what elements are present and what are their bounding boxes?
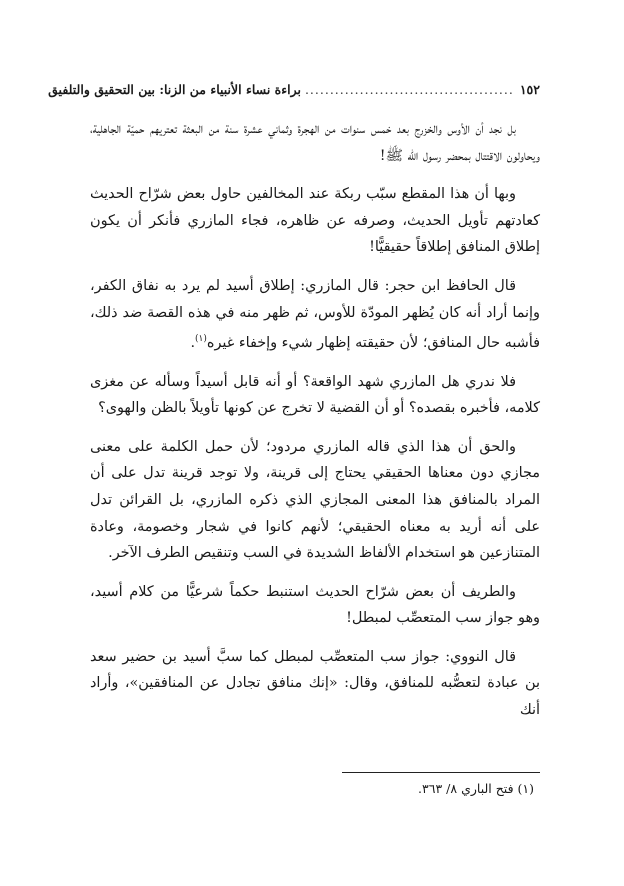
paragraph-6: والطريف أن بعض شرّاح الحديث استنبط حكماً شرعيًّا من كلام أسيد، وهو جواز سب المتعصِّب لمبطل!: [90, 583, 540, 627]
paragraph-3-text: قال الحافظ ابن حجر: قال المازري: إطلاق أسيد لم يرد به نفاق الكفر، وإنما أراد أنه كان يُظهر المودّة للأوس، ثم ظهر منه في هذه القصة ضد ذلك، فأشبه حال المنافق؛ لأن حقيقته إظهار شيء وإخفاء غيره: [90, 277, 540, 351]
paragraph-1: بل نجد أن الأوس والخزرج بعد خمس سنوات من الهجرة وثماني عشرة سنة من البعثة تعتريهم حميّة الجاهلية، ويحاولون الاقتتال بمحضر رسول الله ﷺ!: [90, 121, 540, 164]
paragraph-5: والحق أن هذا الذي قاله المازري مردود؛ لأن حمل الكلمة على معنى مجازي دون معناها الحقيقي يحتاج إلى قرينة، ولا توجد قرينة تدل على أن المراد بالمنافق هذا المعنى المجازي الذي ذكره المازري، بل القرائن تدل على أنه أريد به معناه الحقيقي؛ لأنهم كانوا في شجار وخصومة، وعادة المتنازعين هو استخدام الألفاظ الشديدة في السب وتنقيص الطرف الآخر.: [90, 438, 540, 562]
running-title: براءة نساء الأنبياء من الزنا: بين التحقيق والتلفيق: [48, 81, 301, 97]
paragraph-3-end: .: [190, 334, 196, 351]
paragraph-3: [90, 273, 540, 357]
footnote-reference-mark[interactable]: (١): [195, 334, 207, 345]
running-header: [48, 78, 540, 100]
paragraph-7: قال النووي: جواز سب المتعصِّب لمبطل كما سبَّ أسيد بن حضير سعد بن عبادة لتعصُّبه للمنافق، وقال: «إنك منافق تجادل عن المنافقين»، وأراد أنك: [90, 648, 540, 719]
paragraph-4: فلا ندري هل المازري شهد الواقعة؟ أو أنه قابل أسيداً وسأله عن مغزى كلامه، فأخبره بقصده؟ أو أن القضية لا تخرج عن كونها تأويلاً بالظن والهوى؟: [90, 373, 540, 417]
footnote-separator: [342, 772, 540, 773]
header-leader-dots: ..........................................: [304, 81, 514, 97]
main-text: [90, 116, 540, 736]
page-number: ١٥٢: [519, 81, 540, 97]
paragraph-2: وبها أن هذا المقطع سبّب ربكة عند المخالفين حاول بعض شرّاح الحديث كعادتهم تأويل الحديث، وصرفه عن ظاهره، فجاء المازري فأنكر أن يكون إطلاق المنافق إطلاقاً حقيقيًّا!: [90, 186, 540, 256]
footnote: (١) فتح الباري ٨/ ٣٦٣.: [418, 781, 534, 796]
